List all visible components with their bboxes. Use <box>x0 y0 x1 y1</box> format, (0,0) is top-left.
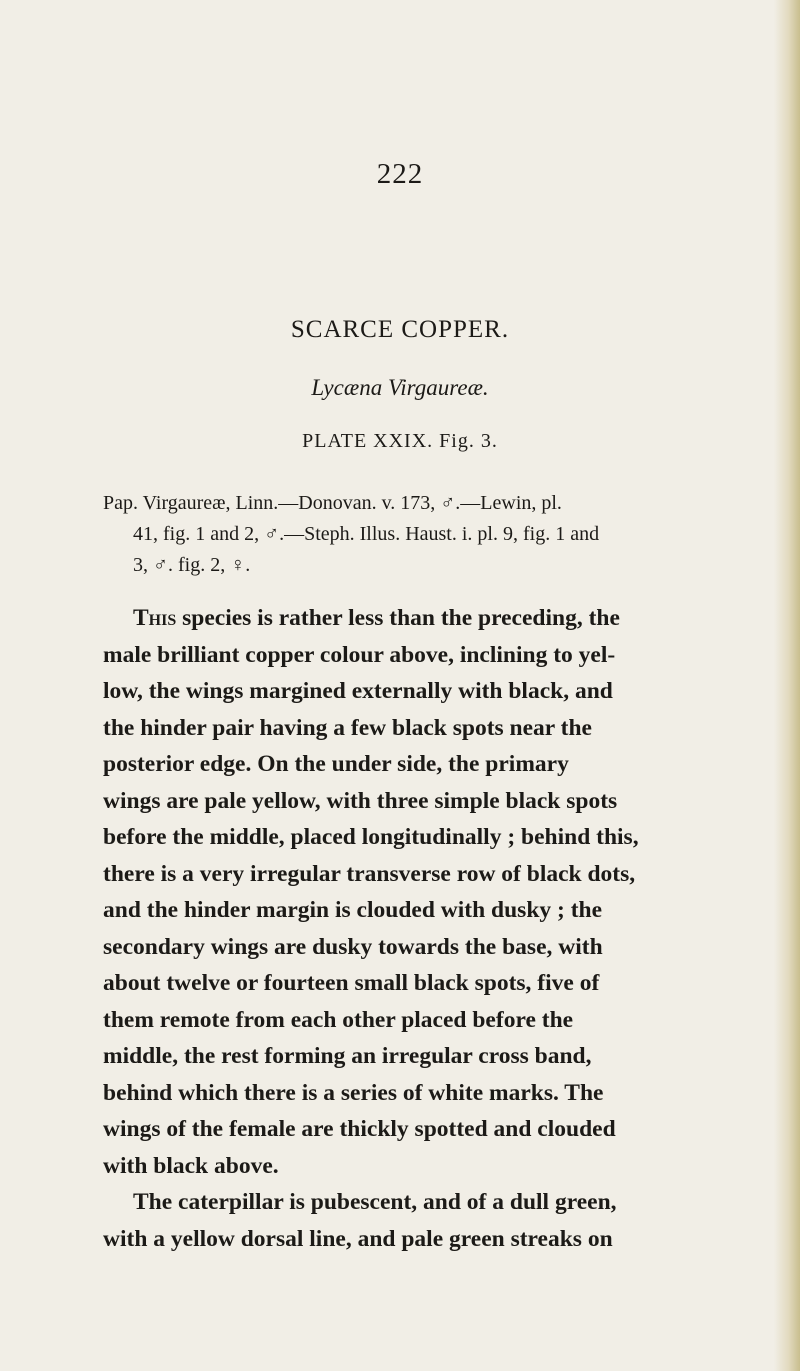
text-line: behind which there is a series of white marks. The <box>103 1079 604 1106</box>
page-title: SCARCE COPPER. <box>290 316 510 343</box>
text-line: there is a very irregular transverse row of black dots, <box>103 860 636 887</box>
text-line: about twelve or fourteen small black spots, five of <box>103 970 600 996</box>
text-line: before the middle, placed longitudinally ; behind this, <box>103 824 639 850</box>
text-line: secondary wings are dusky towards the base, with <box>103 933 603 960</box>
description-text <box>103 600 800 1257</box>
text-line: the hinder pair having a few black spots near the <box>103 714 592 741</box>
text-line: and the hinder margin is clouded with dusky ; the <box>103 897 603 923</box>
synonymy-line: Pap. Virgaureæ, Linn.—Donovan. v. 173, ♂.—Lewin, pl. <box>103 492 562 514</box>
text-line: middle, the rest forming an irregular cross band, <box>103 1043 592 1069</box>
paragraph-first-line <box>103 600 800 637</box>
synonymy-line: 41, fig. 1 and 2, ♂.—Steph. Illus. Haust. i. pl. 9, fig. 1 and <box>133 523 600 545</box>
text-line: The caterpillar is pubescent, and of a dull green, <box>133 1189 617 1215</box>
plate-reference: PLATE XXIX. Fig. 3. <box>302 430 498 452</box>
text-line: wings are pale yellow, with three simple black spots <box>103 787 618 814</box>
text-line: posterior edge. On the under side, the primary <box>103 751 569 777</box>
text-line: wings of the female are thickly spotted and clouded <box>103 1116 616 1142</box>
text-line: species is rather less than the preceding, the <box>176 605 620 631</box>
text-line: with a yellow dorsal line, and pale green streaks on <box>103 1225 613 1252</box>
text-line: low, the wings margined externally with black, and <box>103 678 613 704</box>
drop-word: This <box>133 605 177 631</box>
page-number: 222 <box>376 158 424 190</box>
synonymy-line: 3, ♂. fig. 2, ♀. <box>133 554 251 576</box>
text-line: with black above. <box>103 1152 279 1179</box>
synonymy-block <box>103 488 753 581</box>
text-line: male brilliant copper colour above, inclining to yel- <box>103 641 616 668</box>
species-name: Lycæna Virgaureæ. <box>311 375 489 400</box>
text-line: them remote from each other placed before the <box>103 1006 574 1033</box>
